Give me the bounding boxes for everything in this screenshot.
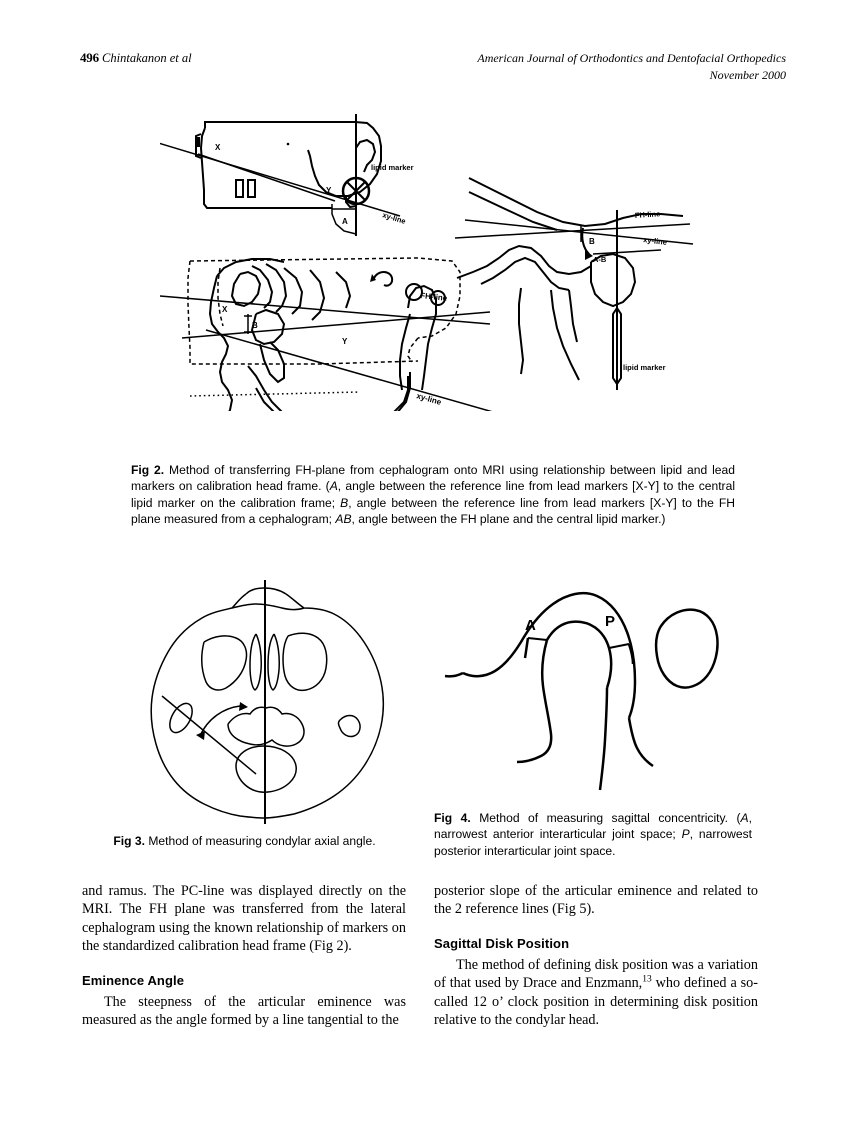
fig2-label-lipid-marker-mri: lipid marker: [623, 363, 666, 372]
figure-4-caption-text-1: Method of measuring sagittal concentricity. (: [470, 811, 741, 825]
left-paragraph-2: The steepness of the articular eminence was measured as the angle formed by a line tangential to the: [82, 993, 406, 1029]
fig3-axial-skull-tracing: [151, 580, 383, 824]
running-head-author: Chintakanon et al: [102, 51, 192, 65]
reference-superscript-13: 13: [642, 974, 652, 985]
fig2-panel-c-mri: [455, 178, 693, 390]
fig2-label-y-top: Y: [326, 186, 332, 195]
figure-4-artwork: [443, 578, 723, 813]
figure-2-label: Fig 2.: [131, 463, 165, 477]
fig2-label-ab-mri: A-B: [593, 255, 607, 264]
right-paragraph-1: posterior slope of the articular eminence and related to the 2 reference lines (Fig 5).: [434, 883, 758, 918]
fig2-panel-a-calibration-frame: [160, 114, 414, 236]
fig2-label-a: A: [342, 217, 348, 226]
running-head-right: [477, 50, 786, 84]
figure-3-caption: [82, 833, 407, 849]
figure-2-caption-italic-b: B: [340, 495, 349, 510]
figure-4-caption-italic-p: P: [681, 827, 690, 842]
figure-3-artwork: [128, 578, 413, 826]
figure-2-caption-italic-ab: AB: [335, 512, 352, 527]
journal-title: American Journal of Orthodontics and Dentofacial Orthopedics: [477, 51, 786, 65]
figure-2-caption-text-2: , angle between the reference line from lead markers [X-Y] to the central lipid marker on the calibration frame;: [131, 479, 736, 510]
figure-4-caption: [434, 810, 752, 859]
section-heading-eminence-angle: Eminence Angle: [82, 972, 185, 988]
body-column-right: [434, 882, 758, 1029]
fig2-label-b-mri: B: [589, 237, 595, 246]
fig2-label-xy-line-top: xy-line: [381, 210, 407, 226]
figure-2-caption-text-4: , angle between the FH plane and the central lipid marker.): [351, 512, 666, 527]
fig2-label-fh-line-ceph: FH-line: [419, 291, 448, 303]
figure-4-caption-text-2: , narrowest anterior interarticular joint space;: [434, 811, 752, 842]
figure-2-caption: [131, 462, 735, 528]
body-column-left: [82, 882, 406, 1029]
figure-4-label: Fig 4.: [434, 811, 471, 825]
running-head: [80, 50, 786, 90]
figure-2-caption-italic-a: A: [329, 479, 338, 494]
fig4-label-a: A: [525, 617, 536, 634]
fig2-label-x: X: [215, 143, 221, 152]
page-folio: 496: [80, 50, 99, 65]
fig2-panel-b-cephalogram: [160, 258, 500, 411]
fig2-label-fh-line-mri: FH-line: [634, 209, 661, 220]
figure-4-caption-text-3: , narrowest posterior interarticular joint space.: [434, 827, 752, 858]
running-head-left: [80, 50, 192, 66]
fig4-sagittal-joint-tracing: [445, 593, 718, 790]
fig2-label-xy-line-ceph: xy-line: [415, 391, 443, 407]
figure-4-caption-italic-a: A: [740, 811, 749, 825]
fig4-label-p: P: [605, 613, 616, 630]
figure-3-label: Fig 3.: [113, 834, 145, 848]
figure-2-caption-text-1: Method of transferring FH-plane from cephalogram onto MRI using relationship between lipid and lead markers on calibration head frame. (: [131, 463, 735, 494]
right-paragraph-2: [434, 956, 758, 1030]
issue-date: November 2000: [709, 68, 786, 82]
left-paragraph-1: and ramus. The PC-line was displayed directly on the MRI. The FH plane was transferred from the lateral cephalogram using the known relationship of markers on the standardized calibration head frame (Fig 2).: [82, 883, 406, 955]
fig2-label-xy-line-mri: xy-line: [642, 235, 668, 247]
figure-2-caption-text-3: , angle between the reference line from lead markers [X-Y] to the FH plane measured from a cephalogram;: [131, 495, 735, 527]
right-paragraph-2-part-a: The method of defining disk position was a variation of that used by Drace and Enzmann,: [434, 956, 758, 992]
right-paragraph-2-part-b: who defined a so-called 12 o’ clock position in determining disk position relative to the condylar head.: [434, 975, 758, 1029]
figure-2-artwork: [160, 106, 705, 411]
fig2-label-lipid-marker-top: lipid marker: [371, 163, 414, 172]
fig2-label-x-ceph: X: [222, 305, 228, 314]
fig2-label-y-ceph: Y: [342, 337, 348, 346]
fig2-label-b-ceph: B: [252, 321, 258, 330]
section-heading-sagittal-disk-position: Sagittal Disk Position: [434, 935, 570, 951]
figure-3-caption-text: Method of measuring condylar axial angle.: [145, 834, 376, 848]
